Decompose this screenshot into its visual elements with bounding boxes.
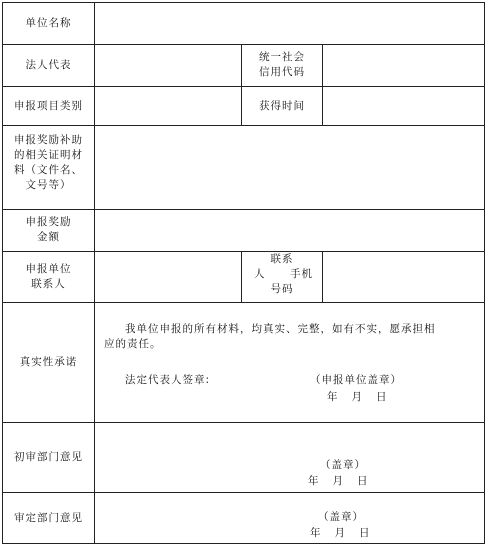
- final-review-seal: （盖章）: [318, 511, 364, 523]
- amount-field[interactable]: [95, 210, 484, 251]
- obtain-time-label: 获得时间: [259, 99, 305, 112]
- phone-field[interactable]: [323, 252, 484, 302]
- amount-label: 申报奖励 金额: [25, 216, 72, 243]
- phone-label: 联系 人 手机 号码: [254, 253, 313, 295]
- unit-name-label: 单位名称: [25, 17, 72, 29]
- first-review-date: 年 月 日: [308, 475, 369, 487]
- credit-code-label: 统一社会 信用代码: [259, 51, 305, 78]
- contact-field[interactable]: [95, 252, 241, 302]
- legal-rep-field[interactable]: [95, 45, 241, 86]
- obtain-time-field[interactable]: [323, 87, 484, 125]
- credit-code-field[interactable]: [323, 45, 484, 86]
- first-review-label: 初审部门意见: [14, 451, 83, 463]
- first-review-seal: （盖章）: [320, 459, 366, 471]
- legal-rep-label: 法人代表: [25, 59, 72, 71]
- legal-signature-field[interactable]: [218, 370, 308, 390]
- final-review-label: 审定部门意见: [14, 511, 83, 524]
- first-review-field[interactable]: [95, 423, 484, 461]
- project-type-field[interactable]: [95, 87, 241, 125]
- column-border: [484, 2, 485, 544]
- applicant-seal-label: （申报单位盖章）: [310, 374, 402, 386]
- row-border: [2, 543, 485, 544]
- contact-label: 申报单位 联系人: [25, 263, 72, 290]
- unit-name-field[interactable]: [95, 3, 484, 44]
- legal-signature-label: 法定代表人签章:: [125, 374, 211, 386]
- evidence-label: 申报奖励补助 的相关证明材 料（文件名、 文号等）: [14, 134, 83, 191]
- pledge-label: 真实性承诺: [19, 356, 78, 368]
- project-type-label: 申报项目类别: [14, 99, 83, 112]
- final-review-field[interactable]: [95, 493, 484, 509]
- pledge-statement: 我单位申报的所有材料，均真实、完整，如有不实，愿承担相 应的责任。: [104, 323, 436, 350]
- final-review-date: 年 月 日: [310, 527, 371, 539]
- pledge-date: 年 月 日: [327, 391, 388, 403]
- evidence-field[interactable]: [95, 126, 484, 209]
